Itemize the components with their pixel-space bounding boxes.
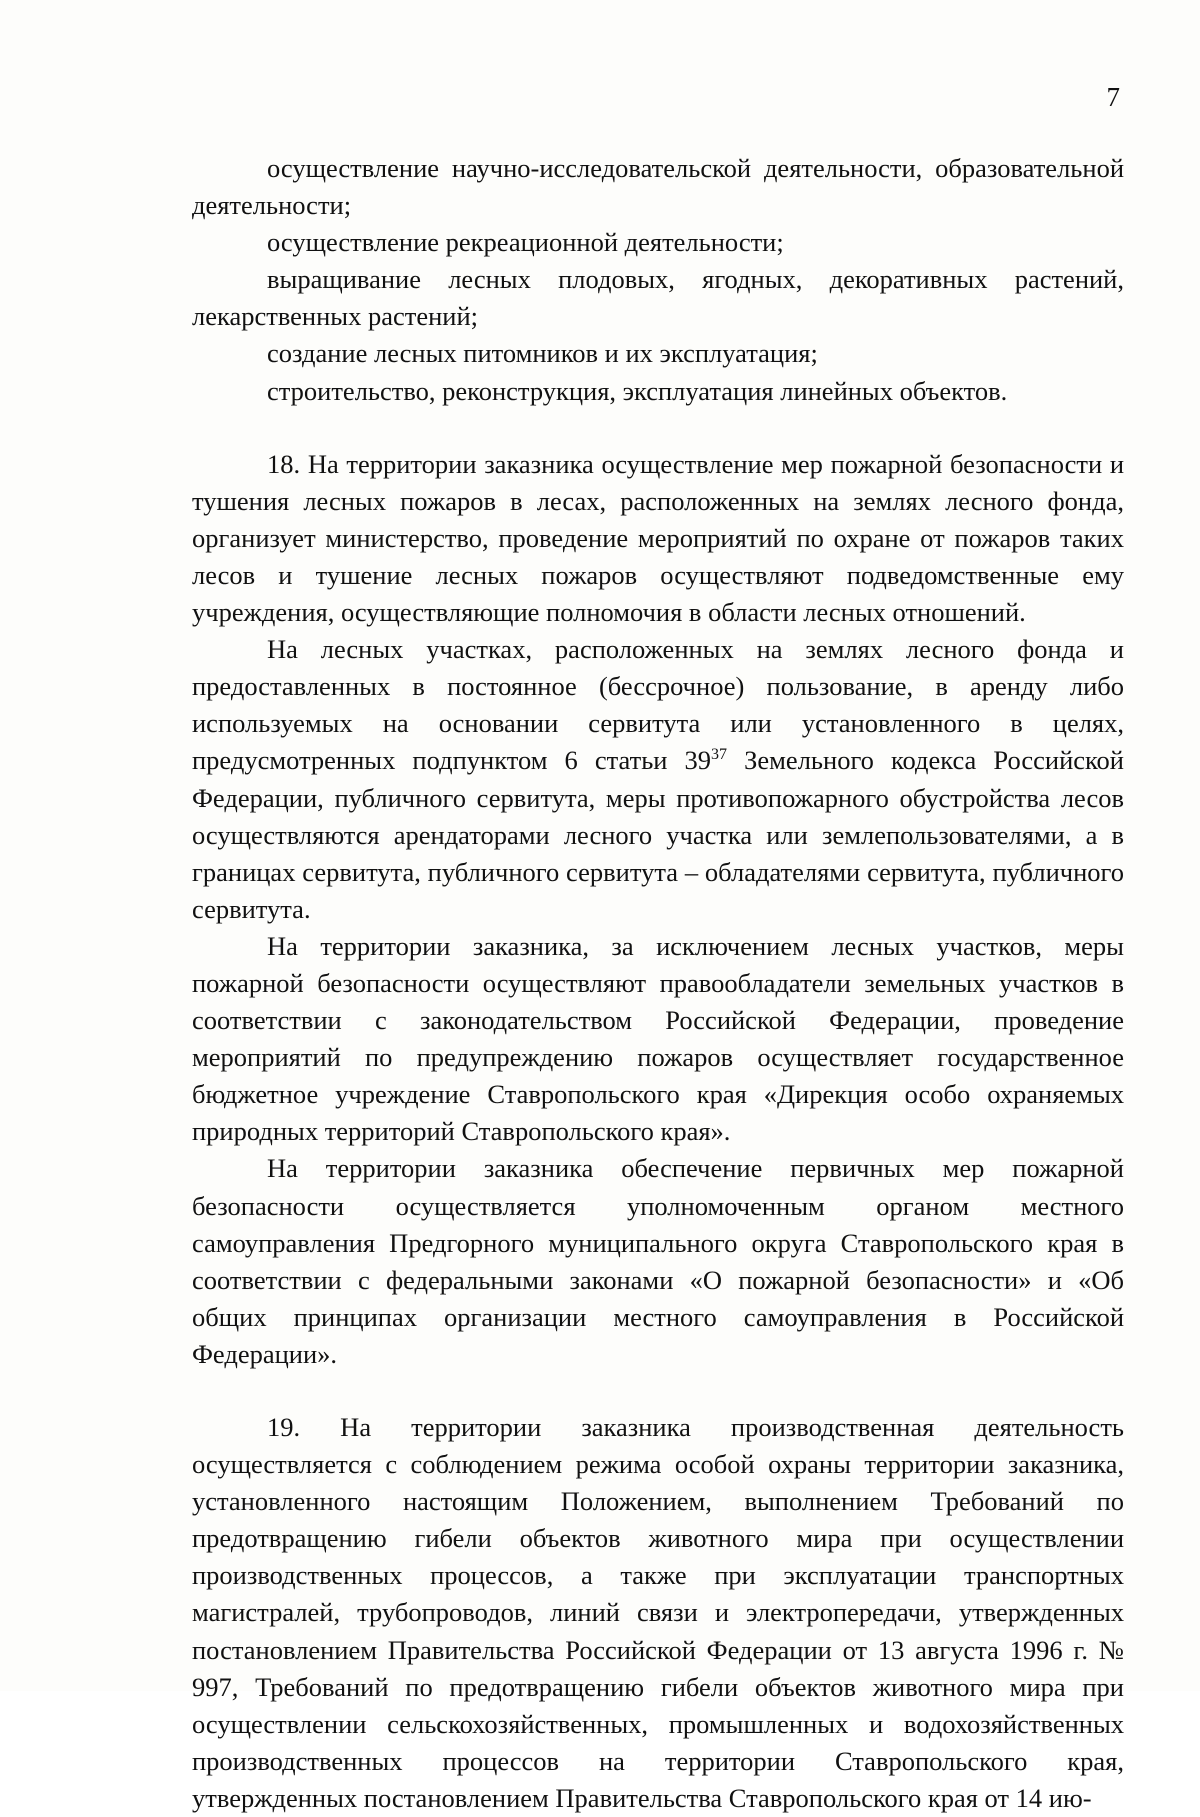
section-19-paragraph-1: 19. На территории заказника производственная деятельность осуществляется с соблюдением режима особой охраны территории заказника, установленного настоящим Положением, выполнением Требований по предотвращению гибели объектов животного мира при осуществлении производственных процессов, а также при эксплуатации транспортных магистралей, трубопроводов, линий связи и электропередачи, утвержденных постановлением Правительства Российской Федерации от 13 августа 1996 г. № 997, Требований по предотвращению гибели объектов животного мира при осуществлении сельскохозяйственных, промышленных и водохозяйственных производственных процессов на территории Ставропольского края, утвержденных постановлением Правительства Ставропольского края от 14 ию- <box>192 1412 1124 1813</box>
list-item: выращивание лесных плодовых, ягодных, декоративных растений, лекарственных растений; <box>192 264 1124 332</box>
section-18-paragraph-3: На территории заказника, за исключением лесных участков, меры пожарной безопасности осуществляют правообладатели земельных участков в соответствии с законодательством Российской Федерации, проведение мероприятий по предупреждению пожаров осуществляет государственное бюджетное учреждение Ставропольского края «Дирекция особо охраняемых природных территорий Ставропольского края». <box>192 930 1124 1147</box>
article-superscript: 37 <box>711 746 728 764</box>
document-body <box>192 150 1124 1817</box>
paragraph-text: На лесных участках, расположенных на землях лесного фонда и предоставленных в постоянное (бессрочное) пользование, в аренду либо используемых на основании сервитута или установленного в целях, предусмотренных подпунктом 6 статьи 39 <box>192 634 1124 776</box>
list-item: осуществление рекреационной деятельности; <box>267 227 784 258</box>
paragraph-gap <box>192 1373 1124 1409</box>
list-item: строительство, реконструкция, эксплуатация линейных объектов. <box>267 375 1008 406</box>
section-18-paragraph-2 <box>192 631 1124 928</box>
paragraph-gap <box>192 410 1124 446</box>
page-number: 7 <box>1106 82 1120 112</box>
list-item: создание лесных питомников и их эксплуатация; <box>267 338 818 369</box>
section-18-paragraph-1: 18. На территории заказника осуществление мер пожарной безопасности и тушения лесных пожаров в лесах, расположенных на землях лесного фонда, организует министерство, проведение мероприятий по охране от пожаров таких лесов и тушение лесных пожаров осуществляют подведомственные ему учреждения, осуществляющие полномочия в области лесных отношений. <box>192 448 1124 628</box>
paragraph-text: Земельного кодекса Российской Федерации, публичного сервитута, меры противопожарного обустройства лесов осуществляются арендаторами лесного участка или землепользователями, а в границах сервитута, публичного сервитута – обладателями сервитута, публичного сервитута. <box>192 745 1124 924</box>
section-18-paragraph-4: На территории заказника обеспечение первичных мер пожарной безопасности осуществляется уполномоченным органом местного самоуправления Предгорного муниципального округа Ставропольского края в соответствии с федеральными законами «О пожарной безопасности» и «Об общих принципах организации местного самоуправления в Российской Федерации». <box>192 1153 1124 1369</box>
list-item: осуществление научно-исследовательской деятельности, образовательной деятельности; <box>192 153 1124 221</box>
